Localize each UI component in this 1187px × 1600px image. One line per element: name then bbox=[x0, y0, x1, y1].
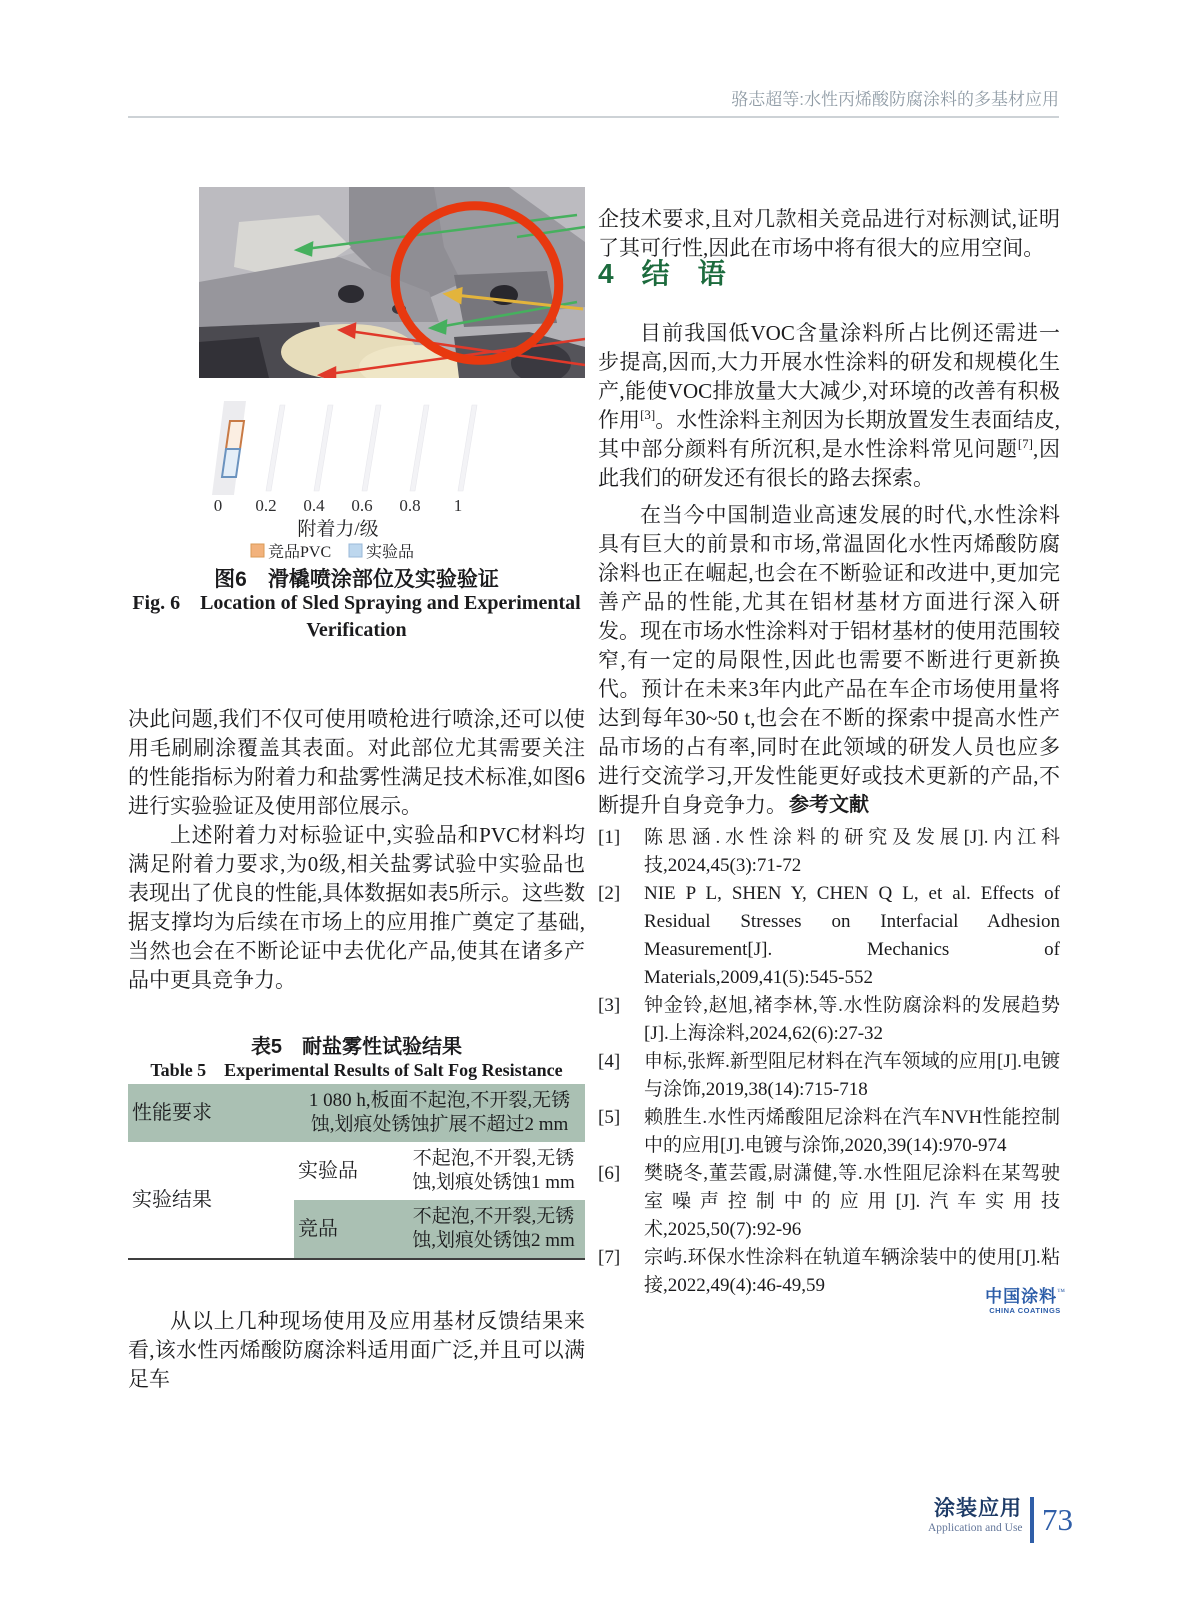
china-coatings-logo bbox=[975, 1288, 1075, 1315]
left-paragraph-1: 决此问题,我们不仅可使用喷枪进行喷涂,还可以使用毛刷刷涂覆盖其表面。对此部位尤其需要关注的性能指标为附着力和盐雾性满足技术标准,如图6进行实验验证及使用部位展示。 bbox=[128, 707, 585, 818]
chart-xlabel: 附着力/级 bbox=[297, 519, 379, 540]
bar-sample bbox=[222, 449, 240, 477]
citation-marker: [7] bbox=[1017, 436, 1033, 451]
bar-pvc bbox=[226, 421, 244, 449]
page-footer bbox=[928, 1497, 1073, 1543]
underbody-photo-svg bbox=[199, 187, 585, 378]
ref-text: 陈思涵.水性涂料的研究及发展[J].内江科技,2024,45(3):71-72 bbox=[644, 827, 1060, 876]
table-row-sample bbox=[128, 1142, 585, 1200]
table5-title-en: Table 5 Experimental Results of Salt Fog Resistance bbox=[150, 1060, 563, 1080]
figure6-caption-en: Fig. 6 Location of Sled Spraying and Experimental Verification bbox=[132, 592, 581, 641]
x-tick: 0.4 bbox=[303, 496, 325, 515]
reference-item bbox=[598, 1104, 1060, 1160]
ref-text: 申标,张辉.新型阻尼材料在汽车领域的应用[J].电镀与涂饰,2019,38(14):715-718 bbox=[644, 1051, 1060, 1100]
ref-number: [4] bbox=[598, 1051, 621, 1072]
x-tick: 0.6 bbox=[351, 496, 373, 515]
logo-text-cn: 中国涂料 bbox=[985, 1287, 1058, 1306]
chart-3d-gridpanels bbox=[266, 405, 477, 491]
table5-title-cn: 表5 耐盐雾性试验结果 bbox=[250, 1036, 463, 1058]
reference-item bbox=[598, 1048, 1060, 1104]
left-paragraph-2: 上述附着力对标验证中,实验品和PVC材料均满足附着力要求,为0级,相关盐雾试验中实验品也表现出了优良的性能,具体数据如表5所示。这些数据支撑均为后续在市场上的应用推广奠定了基础,当然也会在不断论证中去优化产品,使其在诸多产品中更具竞争力。 bbox=[128, 823, 585, 992]
section-title: 结 语 bbox=[641, 258, 726, 289]
adhesion-chart-svg bbox=[185, 383, 545, 568]
page-number: 73 bbox=[1042, 1502, 1073, 1537]
ref-text: 钟金铃,赵旭,褚李林,等.水性防腐涂料的发展趋势[J].上海涂料,2024,62(6):27-32 bbox=[644, 995, 1060, 1044]
chart-legend bbox=[251, 543, 414, 561]
left-paragraph-3: 从以上几种现场使用及应用基材反馈结果来看,该水性丙烯酸防腐涂料适用面广泛,并且可以满足车 bbox=[128, 1309, 585, 1391]
sample-label-cell: 实验品 bbox=[298, 1160, 358, 1182]
conclusion-text: ,因此我们的研发还有很长的路去探索。 bbox=[598, 437, 1061, 490]
references-list bbox=[598, 824, 1060, 1300]
footer-section-en: Application and Use bbox=[928, 1522, 1023, 1534]
legend-label-sample: 实验品 bbox=[366, 544, 415, 561]
section-number: 4 bbox=[598, 258, 614, 289]
x-tick: 0 bbox=[213, 496, 223, 515]
legend-swatch-pvc bbox=[251, 544, 264, 557]
conclusion-text: 。水性涂料主剂因为长期放置发生表面结皮,其中部分颜料有所沉积,是水性涂料常见问题 bbox=[598, 408, 1061, 461]
ref-number: [6] bbox=[598, 1163, 621, 1184]
reference-item bbox=[598, 1160, 1060, 1244]
right-paragraph-2 bbox=[598, 319, 1060, 493]
legend-label-pvc: 竞品PVC bbox=[268, 544, 332, 561]
footer-divider bbox=[1030, 1497, 1034, 1543]
result-label-cell: 实验结果 bbox=[132, 1189, 212, 1211]
ref-number: [2] bbox=[598, 883, 621, 904]
logo-text-en: CHINA COATINGS bbox=[989, 1305, 1061, 1315]
salt-fog-table bbox=[128, 1084, 585, 1260]
ref-text: NIE P L, SHEN Y, CHEN Q L, et al. Effects of Residual Stresses on Interfacial Adhesion Measurement[J]. Mechanics of Materials,2009,41(5):545-552 bbox=[644, 883, 1060, 988]
adhesion-chart bbox=[185, 383, 545, 568]
x-tick: 1 bbox=[453, 496, 463, 515]
table-row-requirement bbox=[128, 1084, 585, 1142]
figure6-caption-cn: 图6 滑橇喷涂部位及实验验证 bbox=[214, 568, 499, 591]
running-title: 骆志超等:水性丙烯酸防腐涂料的多基材应用 bbox=[731, 90, 1059, 109]
requirement-label-cell: 性能要求 bbox=[128, 1084, 294, 1142]
x-tick: 0.8 bbox=[399, 496, 421, 515]
sample-value-cell: 不起泡,不开裂,无锈蚀,划痕处锈蚀1 mm bbox=[412, 1148, 575, 1193]
conclusion-text: 目前我国低VOC含量涂料所占比例还需进一步提高,因而,大力开展水性涂料的研发和规模化生产,能使VOC排放量大大减少,对环境的改善有积极作用 bbox=[598, 321, 1060, 432]
underbody-photo bbox=[199, 187, 585, 378]
ref-number: [7] bbox=[598, 1247, 621, 1268]
ref-number: [1] bbox=[598, 827, 621, 848]
citation-marker: [3] bbox=[640, 407, 656, 422]
right-paragraph-3: 在当今中国制造业高速发展的时代,水性涂料具有巨大的前景和市场,常温固化水性丙烯酸防腐涂料也正在崛起,也会在不断验证和改进中,更加完善产品的性能,尤其在铝材基材方面进行深入研发。现在市场水性涂料对于铝材基材的使用范围较窄,有一定的局限性,因此也需要不断进行更新换代。预计在未来3年内此产品在车企市场使用量将达到每年30~50 t,也会在不断的探索中提高水性产品市场的占有率,同时在此领域的研发人员也应多进行交流学习,开发性能更好或技术更新的产品,不断提升自身竞争力。 bbox=[598, 503, 1060, 817]
section-heading-conclusion bbox=[598, 252, 726, 292]
ref-number: [3] bbox=[598, 995, 621, 1016]
x-tick: 0.2 bbox=[255, 496, 277, 515]
competitor-value-cell: 不起泡,不开裂,无锈蚀,划痕处锈蚀2 mm bbox=[402, 1200, 585, 1259]
competitor-label-cell: 竞品 bbox=[294, 1200, 402, 1259]
footer-section bbox=[928, 1497, 1022, 1543]
ref-number: [5] bbox=[598, 1107, 621, 1128]
ref-text: 赖胜生.水性丙烯酸阻尼涂料在汽车NVH性能控制中的应用[J].电镀与涂饰,2020,39(14):970-974 bbox=[644, 1107, 1060, 1156]
requirement-value-cell: 1 080 h,板面不起泡,不开裂,无锈蚀,划痕处锈蚀扩展不超过2 mm bbox=[294, 1084, 585, 1142]
footer-section-cn: 涂装应用 bbox=[934, 1497, 1022, 1520]
references-heading: 参考文献 bbox=[789, 794, 869, 816]
ref-text: 樊晓冬,董芸霞,尉潇健,等.水性阻尼涂料在某驾驶室噪声控制中的应用[J].汽车实用技术,2025,50(7):92-96 bbox=[644, 1163, 1060, 1240]
reference-item bbox=[598, 880, 1060, 992]
legend-swatch-sample bbox=[349, 544, 362, 557]
reference-item bbox=[598, 992, 1060, 1048]
chart-x-ticks bbox=[214, 496, 463, 515]
ref-text: 宗屿.环保水性涂料在轨道车辆涂装中的使用[J].粘接,2022,49(4):46-49,59 bbox=[644, 1247, 1060, 1296]
reference-item bbox=[598, 824, 1060, 880]
right-paragraph-1: 企技术要求,且对几款相关竞品进行对标测试,证明了其可行性,因此在市场中将有很大的应用空间。 bbox=[598, 207, 1060, 260]
header-rule bbox=[128, 116, 1059, 118]
logo-trademark: ™ bbox=[1057, 1287, 1065, 1296]
